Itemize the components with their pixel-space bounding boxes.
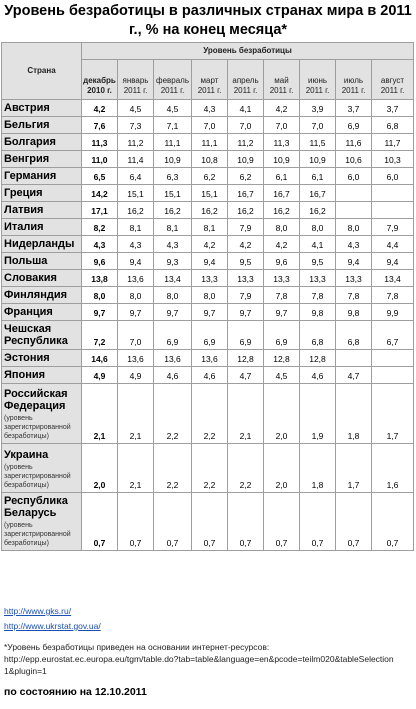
country-note: (уровень зарегистрированной безработицы)	[4, 464, 71, 489]
value-cell: 11,2	[228, 134, 264, 151]
value-cell: 13,4	[154, 270, 192, 287]
table-row	[2, 384, 414, 444]
value-cell: 13,6	[118, 350, 154, 367]
value-cell: 16,7	[264, 185, 300, 202]
country-cell	[2, 253, 82, 270]
table-body	[2, 100, 414, 551]
value-cell: 1,8	[336, 384, 372, 444]
value-cell: 6,7	[372, 321, 414, 350]
value-cell: 10,9	[228, 151, 264, 168]
value-cell: 2,2	[192, 384, 228, 444]
value-cell: 9,7	[192, 304, 228, 321]
country-note: (уровень зарегистрированной безработицы)	[4, 415, 71, 440]
country-name: Бельгия	[4, 119, 50, 131]
value-cell: 15,1	[118, 185, 154, 202]
as-of-date: по состоянию на 12.10.2011	[4, 686, 147, 698]
country-name: Украина	[4, 449, 49, 461]
value-cell: 8,0	[336, 219, 372, 236]
country-cell	[2, 384, 82, 444]
value-cell: 11,1	[192, 134, 228, 151]
table-row	[2, 253, 414, 270]
table-row	[2, 304, 414, 321]
value-cell: 11,1	[154, 134, 192, 151]
value-cell: 9,4	[336, 253, 372, 270]
value-cell: 4,9	[82, 367, 118, 384]
country-cell	[2, 367, 82, 384]
value-cell	[336, 185, 372, 202]
table-row	[2, 444, 414, 493]
value-cell: 9,6	[82, 253, 118, 270]
country-cell	[2, 350, 82, 367]
value-cell	[372, 202, 414, 219]
country-cell	[2, 304, 82, 321]
country-name: Германия	[4, 170, 57, 182]
country-name: Республика Беларусь	[4, 495, 68, 519]
table-row	[2, 219, 414, 236]
value-cell: 9,6	[264, 253, 300, 270]
value-cell: 6,5	[82, 168, 118, 185]
value-cell: 2,1	[118, 384, 154, 444]
value-cell: 10,8	[192, 151, 228, 168]
month-header: июль 2011 г.	[336, 60, 372, 100]
value-cell: 4,3	[154, 236, 192, 253]
value-cell: 2,1	[228, 384, 264, 444]
unemployment-table	[1, 42, 414, 551]
value-cell: 13,4	[372, 270, 414, 287]
table-row	[2, 117, 414, 134]
value-cell: 7,6	[82, 117, 118, 134]
country-cell	[2, 134, 82, 151]
value-cell: 6,9	[192, 321, 228, 350]
value-cell: 13,6	[154, 350, 192, 367]
country-cell	[2, 219, 82, 236]
value-cell: 2,2	[228, 444, 264, 493]
country-name: Польша	[4, 255, 48, 267]
value-cell: 6,8	[372, 117, 414, 134]
value-cell: 11,2	[118, 134, 154, 151]
value-cell: 6,9	[154, 321, 192, 350]
value-cell: 2,2	[154, 444, 192, 493]
value-cell: 10,9	[300, 151, 336, 168]
country-name: Словакия	[4, 272, 57, 284]
value-cell: 4,2	[264, 100, 300, 117]
value-cell: 1,9	[300, 384, 336, 444]
value-cell	[372, 367, 414, 384]
month-header: июнь 2011 г.	[300, 60, 336, 100]
value-cell: 2,1	[118, 444, 154, 493]
value-cell: 9,4	[118, 253, 154, 270]
month-header: май 2011 г.	[264, 60, 300, 100]
country-name: Япония	[4, 369, 46, 381]
value-cell: 1,7	[336, 444, 372, 493]
country-name: Франция	[4, 306, 53, 318]
value-cell: 9,5	[228, 253, 264, 270]
month-header: август 2011 г.	[372, 60, 414, 100]
value-cell: 11,5	[300, 134, 336, 151]
value-cell: 13,3	[192, 270, 228, 287]
value-cell: 4,1	[228, 100, 264, 117]
table-row	[2, 367, 414, 384]
value-cell: 17,1	[82, 202, 118, 219]
value-cell: 15,1	[192, 185, 228, 202]
value-cell: 6,1	[264, 168, 300, 185]
value-cell: 4,7	[336, 367, 372, 384]
value-cell: 14,2	[82, 185, 118, 202]
value-cell: 8,0	[82, 287, 118, 304]
value-cell: 2,0	[82, 444, 118, 493]
value-cell: 13,3	[300, 270, 336, 287]
value-cell: 6,4	[118, 168, 154, 185]
value-cell: 6,1	[300, 168, 336, 185]
value-cell: 13,3	[264, 270, 300, 287]
value-cell: 7,2	[82, 321, 118, 350]
value-cell: 0,7	[228, 493, 264, 551]
value-cell: 11,3	[264, 134, 300, 151]
table-row	[2, 100, 414, 117]
unemployment-group-header: Уровень безработицы	[82, 43, 414, 60]
value-cell: 6,2	[228, 168, 264, 185]
value-cell: 16,2	[228, 202, 264, 219]
value-cell: 1,7	[372, 384, 414, 444]
value-cell: 15,1	[154, 185, 192, 202]
value-cell: 4,2	[82, 100, 118, 117]
value-cell: 7,0	[228, 117, 264, 134]
value-cell: 2,0	[264, 444, 300, 493]
value-cell: 10,9	[154, 151, 192, 168]
value-cell: 16,2	[154, 202, 192, 219]
country-name: Чешская Республика	[4, 323, 68, 347]
value-cell: 8,1	[192, 219, 228, 236]
value-cell: 3,7	[336, 100, 372, 117]
value-cell: 11,4	[118, 151, 154, 168]
country-name: Австрия	[4, 102, 50, 114]
value-cell: 3,7	[372, 100, 414, 117]
value-cell: 7,8	[264, 287, 300, 304]
link-ukrstat[interactable]: http://www.ukrstat.gov.ua/	[4, 621, 101, 631]
value-cell: 9,7	[118, 304, 154, 321]
value-cell: 1,6	[372, 444, 414, 493]
value-cell: 13,6	[192, 350, 228, 367]
month-header: январь 2011 г.	[118, 60, 154, 100]
page-title: Уровень безработицы в различных странах мира в 2011 г., % на конец месяца*	[4, 3, 412, 38]
country-cell	[2, 185, 82, 202]
value-cell: 0,7	[192, 493, 228, 551]
country-cell	[2, 270, 82, 287]
value-cell: 4,6	[192, 367, 228, 384]
value-cell: 4,1	[300, 236, 336, 253]
value-cell	[336, 350, 372, 367]
value-cell: 7,0	[118, 321, 154, 350]
value-cell: 12,8	[300, 350, 336, 367]
value-cell: 7,9	[228, 287, 264, 304]
country-cell	[2, 100, 82, 117]
value-cell: 0,7	[82, 493, 118, 551]
value-cell: 16,2	[192, 202, 228, 219]
value-cell: 4,9	[118, 367, 154, 384]
value-cell: 9,8	[336, 304, 372, 321]
value-cell: 0,7	[336, 493, 372, 551]
value-cell: 4,6	[300, 367, 336, 384]
value-cell: 8,0	[264, 219, 300, 236]
country-name: Италия	[4, 221, 44, 233]
table-row	[2, 287, 414, 304]
value-cell: 11,6	[336, 134, 372, 151]
value-cell: 6,0	[336, 168, 372, 185]
table-row	[2, 185, 414, 202]
value-cell: 8,2	[82, 219, 118, 236]
country-name: Эстония	[4, 352, 50, 364]
value-cell: 4,5	[118, 100, 154, 117]
value-cell: 6,9	[264, 321, 300, 350]
value-cell: 9,7	[82, 304, 118, 321]
value-cell: 9,7	[228, 304, 264, 321]
value-cell: 6,9	[336, 117, 372, 134]
value-cell: 8,1	[118, 219, 154, 236]
month-header: декабрь 2010 г.	[82, 60, 118, 100]
value-cell: 7,0	[264, 117, 300, 134]
table-row	[2, 236, 414, 253]
value-cell: 8,0	[154, 287, 192, 304]
country-cell	[2, 444, 82, 493]
table-row	[2, 168, 414, 185]
value-cell: 4,3	[336, 236, 372, 253]
country-name: Нидерланды	[4, 238, 75, 250]
value-cell	[336, 202, 372, 219]
value-cell: 7,1	[154, 117, 192, 134]
value-cell: 1,8	[300, 444, 336, 493]
value-cell: 11,7	[372, 134, 414, 151]
table-row	[2, 350, 414, 367]
value-cell: 16,2	[118, 202, 154, 219]
value-cell: 13,3	[228, 270, 264, 287]
value-cell: 4,3	[192, 100, 228, 117]
table-row	[2, 270, 414, 287]
value-cell	[372, 185, 414, 202]
value-cell: 9,4	[192, 253, 228, 270]
value-cell: 6,9	[228, 321, 264, 350]
table-row	[2, 321, 414, 350]
value-cell: 16,7	[300, 185, 336, 202]
value-cell: 4,3	[82, 236, 118, 253]
month-header: март 2011 г.	[192, 60, 228, 100]
country-name: Латвия	[4, 204, 44, 216]
country-column-header: Страна	[2, 43, 82, 100]
value-cell: 12,8	[228, 350, 264, 367]
value-cell: 6,2	[192, 168, 228, 185]
value-cell: 8,0	[192, 287, 228, 304]
value-cell: 8,0	[300, 219, 336, 236]
value-cell: 7,0	[192, 117, 228, 134]
value-cell: 0,7	[372, 493, 414, 551]
value-cell: 16,7	[228, 185, 264, 202]
country-cell	[2, 168, 82, 185]
value-cell: 12,8	[264, 350, 300, 367]
value-cell: 4,5	[264, 367, 300, 384]
value-cell: 14,6	[82, 350, 118, 367]
value-cell: 2,0	[264, 384, 300, 444]
value-cell: 0,7	[118, 493, 154, 551]
country-name: Венгрия	[4, 153, 50, 165]
value-cell: 2,1	[82, 384, 118, 444]
value-cell: 13,6	[118, 270, 154, 287]
value-cell: 6,3	[154, 168, 192, 185]
month-header: февраль 2011 г.	[154, 60, 192, 100]
value-cell: 9,8	[300, 304, 336, 321]
value-cell: 7,9	[372, 219, 414, 236]
value-cell: 4,4	[372, 236, 414, 253]
value-cell: 9,3	[154, 253, 192, 270]
value-cell: 10,3	[372, 151, 414, 168]
country-cell	[2, 493, 82, 551]
value-cell: 7,9	[228, 219, 264, 236]
table-row	[2, 134, 414, 151]
value-cell: 9,7	[154, 304, 192, 321]
value-cell: 4,2	[264, 236, 300, 253]
table-row	[2, 202, 414, 219]
table-row	[2, 151, 414, 168]
value-cell: 4,7	[228, 367, 264, 384]
month-header: апрель 2011 г.	[228, 60, 264, 100]
value-cell: 4,2	[228, 236, 264, 253]
value-cell: 13,3	[336, 270, 372, 287]
value-cell: 8,1	[154, 219, 192, 236]
value-cell: 4,3	[118, 236, 154, 253]
value-cell: 9,9	[372, 304, 414, 321]
value-cell: 7,8	[300, 287, 336, 304]
value-cell: 4,2	[192, 236, 228, 253]
value-cell: 16,2	[264, 202, 300, 219]
value-cell: 2,2	[154, 384, 192, 444]
value-cell: 0,7	[264, 493, 300, 551]
table-header	[2, 43, 414, 100]
value-cell: 7,8	[336, 287, 372, 304]
country-cell	[2, 117, 82, 134]
value-cell: 0,7	[300, 493, 336, 551]
value-cell: 4,6	[154, 367, 192, 384]
value-cell: 7,0	[300, 117, 336, 134]
value-cell: 6,0	[372, 168, 414, 185]
country-cell	[2, 151, 82, 168]
value-cell: 11,0	[82, 151, 118, 168]
value-cell: 8,0	[118, 287, 154, 304]
value-cell: 11,3	[82, 134, 118, 151]
value-cell: 6,8	[336, 321, 372, 350]
value-cell: 4,5	[154, 100, 192, 117]
source-note: *Уровень безработицы приведен на основании интернет-ресурсов: http://epp.eurostat.ec.europa.eu/tgm/table.do?tab=table&language=en&pcode=teilm020&tableSelection 1&plugin=1	[4, 642, 394, 676]
value-cell: 16,2	[300, 202, 336, 219]
value-cell: 9,4	[372, 253, 414, 270]
value-cell: 10,6	[336, 151, 372, 168]
value-cell: 2,2	[192, 444, 228, 493]
value-cell: 10,9	[264, 151, 300, 168]
value-cell: 6,8	[300, 321, 336, 350]
country-cell	[2, 321, 82, 350]
value-cell: 9,5	[300, 253, 336, 270]
value-cell: 7,3	[118, 117, 154, 134]
country-cell	[2, 236, 82, 253]
value-cell: 0,7	[154, 493, 192, 551]
country-cell	[2, 287, 82, 304]
country-name: Греция	[4, 187, 43, 199]
country-cell	[2, 202, 82, 219]
value-cell: 13,8	[82, 270, 118, 287]
country-name: Российская Федерация	[4, 388, 68, 412]
country-note: (уровень зарегистрированной безработицы)	[4, 522, 71, 547]
table-row	[2, 493, 414, 551]
value-cell: 7,8	[372, 287, 414, 304]
value-cell: 9,7	[264, 304, 300, 321]
value-cell: 3,9	[300, 100, 336, 117]
link-gks[interactable]: http://www.gks.ru/	[4, 606, 72, 616]
value-cell	[372, 350, 414, 367]
country-name: Болгария	[4, 136, 56, 148]
country-name: Финляндия	[4, 289, 68, 301]
